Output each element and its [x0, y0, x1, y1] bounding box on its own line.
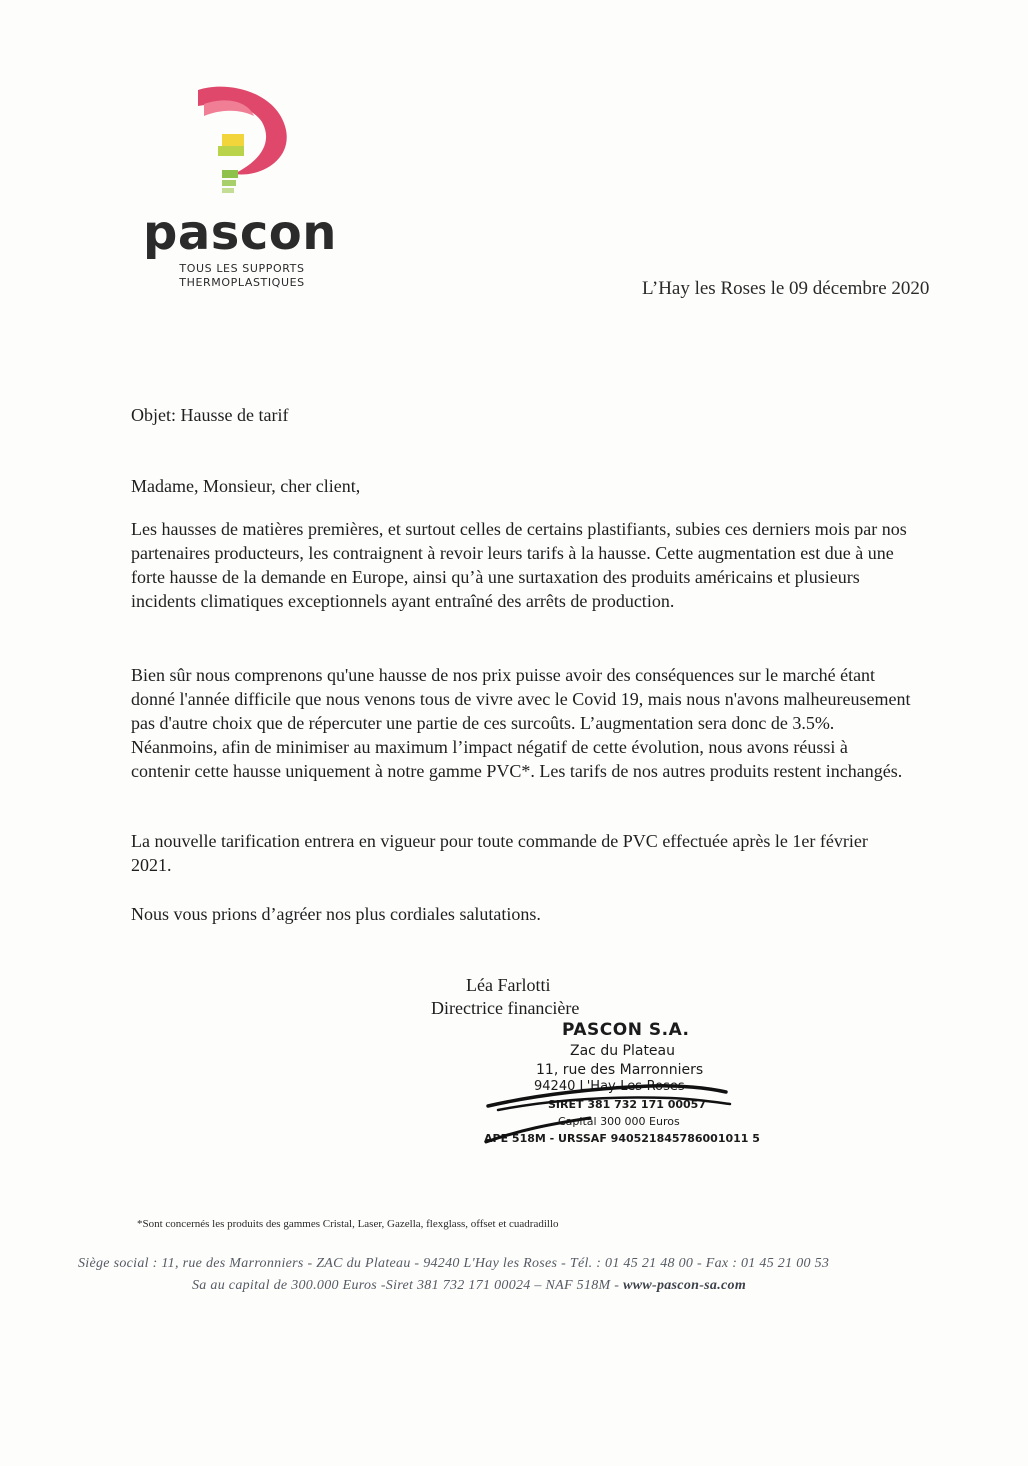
letter-closing: Nous vous prions d’agréer nos plus cordiales salutations. — [131, 904, 541, 924]
logo-swoosh-pink — [198, 87, 287, 175]
footer-line-1: Siège social : 11, rue des Marronniers - ZAC du Plateau - 94240 L'Hay les Roses - Tél. : 01 45 21 48 00 - Fax : 01 45 21 00 53 — [78, 1256, 830, 1271]
brand-name: pascon — [143, 205, 337, 261]
stamp-ape-urssaf: APE 518M - URSSAF 940521845786001011 5 — [484, 1132, 760, 1145]
logo-bar-green3 — [222, 188, 234, 193]
tagline-line2: THERMOPLASTIQUES — [179, 276, 305, 289]
signer-role: Directrice financière — [431, 998, 580, 1018]
footer-line-2 — [192, 1278, 746, 1294]
stamp-capital: Capital 300 000 Euros — [558, 1115, 680, 1128]
letter-paragraph-2: Bien sûr nous comprenons qu'une hausse de nos prix puisse avoir des conséquences sur le marché étant donné l'année difficile que nous venons tous de vivre avec le Covid 19, mais nous n'avons malheureusement pas d'autre choix que de répercuter une partie de ces surcoûts. L’augmentation sera donc de 3.5%. Néanmoins, afin de minimiser au maximum l’impact négatif de cette évolution, nous avons réussi à contenir cette hausse uniquement à notre gamme PVC*. Les tarifs de nos autres produits restent inchangés. — [131, 665, 911, 781]
stamp-siret: SIRET 381 732 171 00057 — [548, 1098, 706, 1111]
letter-paragraph-3: La nouvelle tarification entrera en vigueur pour toute commande de PVC effectuée après le 1er février 2021. — [131, 831, 868, 875]
footer-legal: Sa au capital de 300.000 Euros -Siret 381 732 171 00024 – NAF 518M - — [192, 1278, 624, 1293]
stamp-company: PASCON S.A. — [562, 1020, 690, 1040]
letter-greeting: Madame, Monsieur, cher client, — [131, 476, 361, 496]
logo-bar-green2 — [222, 180, 236, 186]
handwritten-signature — [480, 1058, 740, 1148]
logo-bar-yellow — [222, 134, 244, 146]
stamp-zac: Zac du Plateau — [570, 1043, 675, 1059]
tagline-line1: TOUS LES SUPPORTS — [179, 262, 305, 275]
footnote: *Sont concernés les produits des gammes Cristal, Laser, Gazella, flexglass, offset et cuadradillo — [137, 1218, 559, 1230]
logo-bar-lime — [218, 146, 244, 156]
letter-subject: Objet: Hausse de tarif — [131, 405, 289, 425]
logo-bar-green1 — [222, 170, 238, 178]
letter-paragraph-1: Les hausses de matières premières, et surtout celles de certains plastifiants, subies ces derniers mois par nos partenaires producteurs, les contraignent à revoir leurs tarifs à la hausse. Cette augmentation est due à une forte hausse de la demande en Europe, ainsi qu’à une surtaxation des produits américains et plusieurs incidents climatiques exceptionnels ayant entraîné des arrêts de production. — [131, 519, 907, 611]
stamp-street: 11, rue des Marronniers — [536, 1062, 704, 1078]
stamp-city: 94240 L'Hay-Les-Roses — [534, 1079, 685, 1094]
footer-website[interactable]: www-pascon-sa.com — [623, 1278, 747, 1293]
letter-date: L’Hay les Roses le 09 décembre 2020 — [642, 278, 930, 299]
signer-name: Léa Farlotti — [466, 975, 551, 995]
pascon-logo-mark — [188, 82, 298, 204]
